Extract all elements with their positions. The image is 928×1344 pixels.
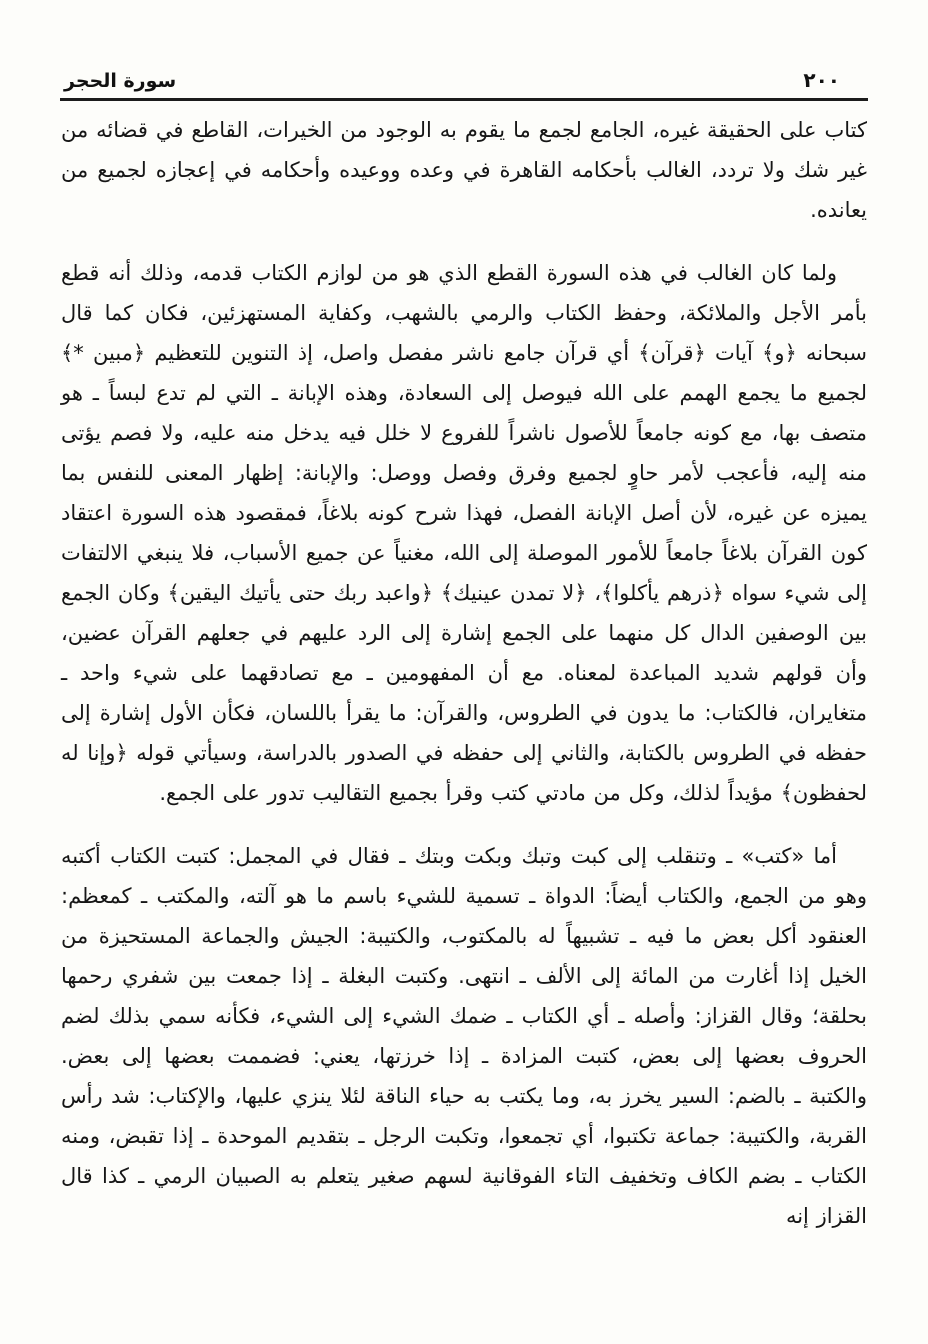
header-rule xyxy=(60,98,868,101)
body-paragraph: ولما كان الغالب في هذه السورة القطع الذي هو من لوازم الكتاب قدمه، وذلك أنه قطع بأمر الأجل والملائكة، وحفظ الكتاب والرمي بالشهب، وكفاية المستهزئين، فكان كما قال سبحانه ﴿و﴾ آيات ﴿قرآن﴾ أي قرآن جامع ناشر مفصل واصل، إذ التنوين للتعظيم ﴿مبين *﴾ لجميع ما يجمع الهمم على الله فيوصل إلى السعادة، وهذه الإبانة ـ التي لم تدع لبساً ـ هو متصف بها، مع كونه جامعاً للأصول ناشراً للفروع لا خلل فيه يدخل منه عليه، ولا فصم يؤتى منه إليه، فأعجب لأمر حاوٍ لجميع وفرق وفصل ووصل: والإبانة: إظهار المعنى للنفس بما يميزه عن غيره، لأن أصل الإبانة الفصل، فهذا شرح كونه بلاغاً، فمقصود هذه السورة اعتقاد كون القرآن بلاغاً جامعاً للأمور الموصلة إلى الله، مغنياً عن جميع الأسباب، فلا ينبغي الالتفات إلى شيء سواه ﴿ذرهم يأكلوا﴾، ﴿لا تمدن عينيك﴾ ﴿واعبد ربك حتى يأتيك اليقين﴾ وكان الجمع بين الوصفين الدال كل منهما على الجمع إشارة إلى الرد عليهم في جعلهم القرآن عضين، وأن قولهم شديد المباعدة لمعناه. مع أن المفهومين ـ مع تصادقهما على شيء واحد ـ متغايران، فالكتاب: ما يدون في الطروس، والقرآن: ما يقرأ باللسان، فكأن الأول إشارة إلى حفظه في الطروس بالكتابة، والثاني إلى حفظه في الصدور بالدراسة، وسيأتي قوله ﴿وإنا له لحفظون﴾ مؤيداً لذلك، وكل من مادتي كتب وقرأ بجميع التقاليب تدور على الجمع. xyxy=(61,261,867,805)
body-paragraph: كتاب على الحقيقة غيره، الجامع لجمع ما يقوم به الوجود من الخيرات، القاطع في قضائه من غير شك ولا تردد، الغالب بأحكامه القاهرة في وعده ووعيده وأحكامه في إعجازه لجميع من يعانده. xyxy=(61,118,867,222)
page-header xyxy=(62,52,866,92)
section-title: سورة الحجر xyxy=(64,70,177,92)
page-number: ٢٠٠ xyxy=(803,68,840,92)
body-paragraph: أما «كتب» ـ وتنقلب إلى كبت وتبك وبكت وبتك ـ فقال في المجمل: كتبت الكتاب أكتبه وهو من الجمع، والكتاب أيضاً: الدواة ـ تسمية للشيء باسم ما هو آلته، والمكتب ـ كمعظم: العنقود أكل بعض ما فيه ـ تشبيهاً له بالمكتوب، والكتيبة: الجيش والجماعة المستحيزة من الخيل إذا أغارت من المائة إلى الألف ـ انتهى. وكتبت البغلة ـ إذا جمعت بين شفري رحمها بحلقة؛ وقال القزاز: وأصله ـ أي الكتاب ـ ضمك الشيء إلى الشيء، فكأنه سمي بذلك لضم الحروف بعضها إلى بعض، كتبت المزادة ـ إذا خرزتها، يعني: فضممت بعضها إلى بعض. والكتبة ـ بالضم: السير يخرز به، وما يكتب به حياء الناقة لئلا ينزي عليها، والإكتاب: شد رأس القربة، والكتيبة: جماعة تكتبوا، أي تجمعوا، وتكبت الرجل ـ بتقديم الموحدة ـ إذا تقبض، ومنه الكتاب ـ بضم الكاف وتخفيف التاء الفوقانية لسهم صغير يتعلم به الصبيان الرمي ـ كذا قال القزاز إنه xyxy=(61,844,867,1228)
page-body xyxy=(61,110,867,1236)
